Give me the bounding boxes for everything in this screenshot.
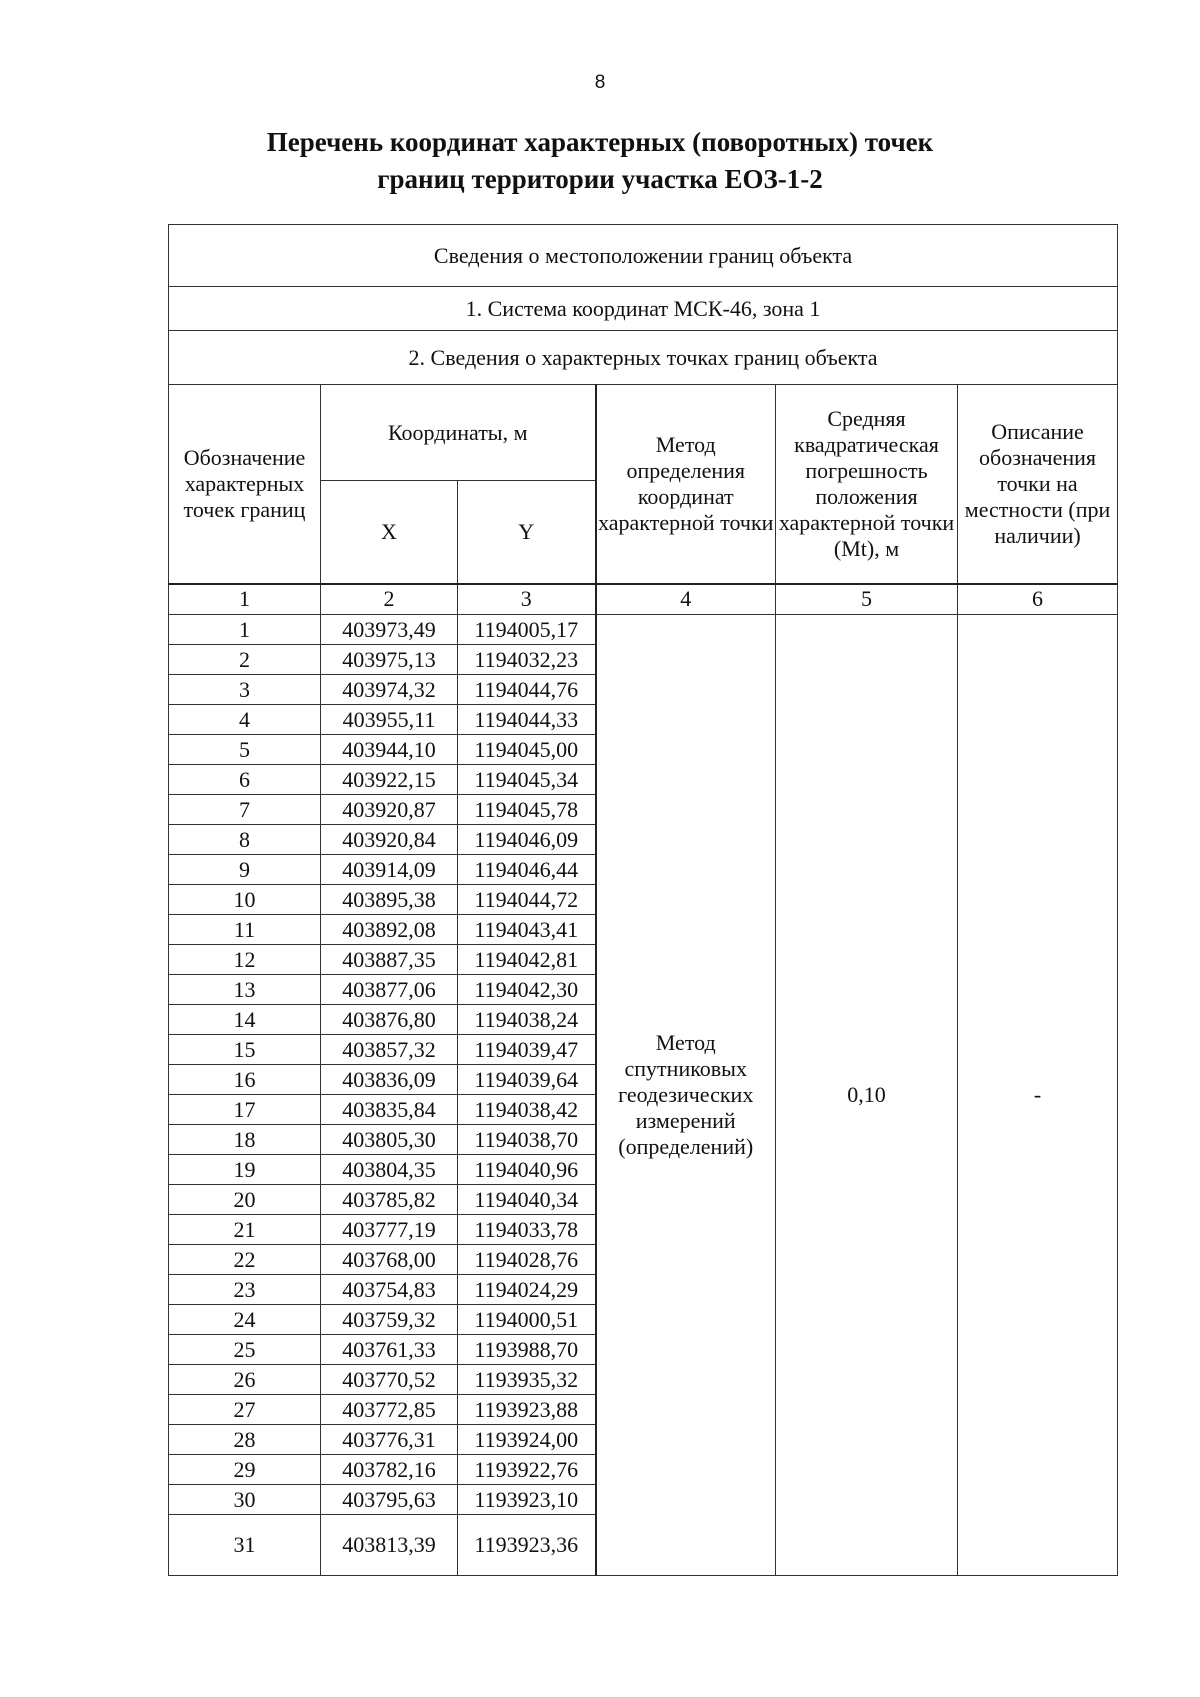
y-coordinate-cell: 1194032,23	[458, 644, 596, 674]
y-coordinate-cell: 1194038,42	[458, 1094, 596, 1124]
x-coordinate-cell: 403877,06	[321, 974, 458, 1004]
point-number-cell: 3	[169, 674, 321, 704]
column-number: 3	[458, 584, 596, 615]
y-coordinate-cell: 1194045,78	[458, 794, 596, 824]
x-coordinate-cell: 403754,83	[321, 1274, 458, 1304]
point-number-cell: 18	[169, 1124, 321, 1154]
y-coordinate-cell: 1194040,96	[458, 1154, 596, 1184]
coordinates-table	[168, 224, 1118, 1576]
x-coordinate-cell: 403777,19	[321, 1214, 458, 1244]
x-coordinate-cell: 403835,84	[321, 1094, 458, 1124]
point-number-cell: 30	[169, 1484, 321, 1514]
y-coordinate-cell: 1194045,34	[458, 764, 596, 794]
x-coordinate-cell: 403876,80	[321, 1004, 458, 1034]
y-coordinate-cell: 1193923,36	[458, 1514, 596, 1575]
y-coordinate-cell: 1194044,72	[458, 884, 596, 914]
point-number-cell: 28	[169, 1424, 321, 1454]
description-cell: -	[958, 614, 1118, 1575]
y-coordinate-cell: 1194043,41	[458, 914, 596, 944]
y-coordinate-cell: 1194000,51	[458, 1304, 596, 1334]
point-number-cell: 11	[169, 914, 321, 944]
point-number-cell: 6	[169, 764, 321, 794]
x-coordinate-cell: 403804,35	[321, 1154, 458, 1184]
point-number-cell: 26	[169, 1364, 321, 1394]
title-line-2: границ территории участка ЕОЗ-1-2	[377, 164, 823, 194]
section-title: Сведения о местоположении границ объекта	[169, 225, 1118, 287]
y-coordinate-cell: 1194042,81	[458, 944, 596, 974]
header-x: X	[321, 481, 458, 584]
x-coordinate-cell: 403761,33	[321, 1334, 458, 1364]
point-number-cell: 5	[169, 734, 321, 764]
y-coordinate-cell: 1194042,30	[458, 974, 596, 1004]
point-number-cell: 4	[169, 704, 321, 734]
x-coordinate-cell: 403785,82	[321, 1184, 458, 1214]
point-number-cell: 22	[169, 1244, 321, 1274]
x-coordinate-cell: 403922,15	[321, 764, 458, 794]
y-coordinate-cell: 1193988,70	[458, 1334, 596, 1364]
x-coordinate-cell: 403782,16	[321, 1454, 458, 1484]
y-coordinate-cell: 1193924,00	[458, 1424, 596, 1454]
x-coordinate-cell: 403795,63	[321, 1484, 458, 1514]
x-coordinate-cell: 403836,09	[321, 1064, 458, 1094]
x-coordinate-cell: 403914,09	[321, 854, 458, 884]
y-coordinate-cell: 1194039,47	[458, 1034, 596, 1064]
y-coordinate-cell: 1194046,44	[458, 854, 596, 884]
page-number: 8	[594, 72, 606, 93]
point-number-cell: 1	[169, 614, 321, 644]
points-title: 2. Сведения о характерных точках границ объекта	[169, 331, 1118, 385]
header-y: Y	[458, 481, 596, 584]
point-number-cell: 2	[169, 644, 321, 674]
document-title	[0, 124, 1200, 198]
point-number-cell: 12	[169, 944, 321, 974]
x-coordinate-cell: 403772,85	[321, 1394, 458, 1424]
y-coordinate-cell: 1194046,09	[458, 824, 596, 854]
table-row	[169, 614, 1118, 644]
column-number: 4	[596, 584, 776, 615]
y-coordinate-cell: 1193922,76	[458, 1454, 596, 1484]
point-number-cell: 9	[169, 854, 321, 884]
header-description: Описание обозначения точки на местности (при наличии)	[958, 385, 1118, 584]
y-coordinate-cell: 1194039,64	[458, 1064, 596, 1094]
point-number-cell: 16	[169, 1064, 321, 1094]
point-number-cell: 17	[169, 1094, 321, 1124]
x-coordinate-cell: 403892,08	[321, 914, 458, 944]
x-coordinate-cell: 403975,13	[321, 644, 458, 674]
y-coordinate-cell: 1193923,10	[458, 1484, 596, 1514]
y-coordinate-cell: 1194044,76	[458, 674, 596, 704]
y-coordinate-cell: 1194038,70	[458, 1124, 596, 1154]
x-coordinate-cell: 403920,84	[321, 824, 458, 854]
column-number: 6	[958, 584, 1118, 615]
x-coordinate-cell: 403813,39	[321, 1514, 458, 1575]
x-coordinate-cell: 403973,49	[321, 614, 458, 644]
y-coordinate-cell: 1193935,32	[458, 1364, 596, 1394]
column-number: 2	[321, 584, 458, 615]
point-number-cell: 14	[169, 1004, 321, 1034]
point-number-cell: 24	[169, 1304, 321, 1334]
point-number-cell: 10	[169, 884, 321, 914]
y-coordinate-cell: 1194033,78	[458, 1214, 596, 1244]
point-number-cell: 25	[169, 1334, 321, 1364]
x-coordinate-cell: 403776,31	[321, 1424, 458, 1454]
x-coordinate-cell: 403770,52	[321, 1364, 458, 1394]
y-coordinate-cell: 1194040,34	[458, 1184, 596, 1214]
x-coordinate-cell: 403805,30	[321, 1124, 458, 1154]
point-number-cell: 27	[169, 1394, 321, 1424]
y-coordinate-cell: 1194028,76	[458, 1244, 596, 1274]
point-number-cell: 19	[169, 1154, 321, 1184]
point-number-cell: 15	[169, 1034, 321, 1064]
point-number-cell: 31	[169, 1514, 321, 1575]
point-number-cell: 23	[169, 1274, 321, 1304]
x-coordinate-cell: 403887,35	[321, 944, 458, 974]
x-coordinate-cell: 403857,32	[321, 1034, 458, 1064]
title-line-1: Перечень координат характерных (поворотных) точек	[266, 127, 934, 157]
x-coordinate-cell: 403895,38	[321, 884, 458, 914]
x-coordinate-cell: 403944,10	[321, 734, 458, 764]
column-number: 1	[169, 584, 321, 615]
point-number-cell: 13	[169, 974, 321, 1004]
method-cell: Метод спутниковых геодезических измерений (определений)	[596, 614, 776, 1575]
header-designation: Обозначение характерных точек границ	[169, 385, 321, 584]
coord-system: 1. Система координат МСК-46, зона 1	[169, 287, 1118, 331]
y-coordinate-cell: 1193923,88	[458, 1394, 596, 1424]
y-coordinate-cell: 1194038,24	[458, 1004, 596, 1034]
header-error: Средняя квадратическая погрешность положения характерной точки (Mt), м	[776, 385, 958, 584]
point-number-cell: 8	[169, 824, 321, 854]
header-method: Метод определения координат характерной точки	[596, 385, 776, 584]
x-coordinate-cell: 403955,11	[321, 704, 458, 734]
y-coordinate-cell: 1194024,29	[458, 1274, 596, 1304]
point-number-cell: 7	[169, 794, 321, 824]
column-number: 5	[776, 584, 958, 615]
error-cell: 0,10	[776, 614, 958, 1575]
y-coordinate-cell: 1194005,17	[458, 614, 596, 644]
x-coordinate-cell: 403974,32	[321, 674, 458, 704]
x-coordinate-cell: 403759,32	[321, 1304, 458, 1334]
y-coordinate-cell: 1194045,00	[458, 734, 596, 764]
header-coordinates: Координаты, м	[321, 385, 596, 481]
x-coordinate-cell: 403768,00	[321, 1244, 458, 1274]
y-coordinate-cell: 1194044,33	[458, 704, 596, 734]
point-number-cell: 20	[169, 1184, 321, 1214]
x-coordinate-cell: 403920,87	[321, 794, 458, 824]
point-number-cell: 29	[169, 1454, 321, 1484]
point-number-cell: 21	[169, 1214, 321, 1244]
